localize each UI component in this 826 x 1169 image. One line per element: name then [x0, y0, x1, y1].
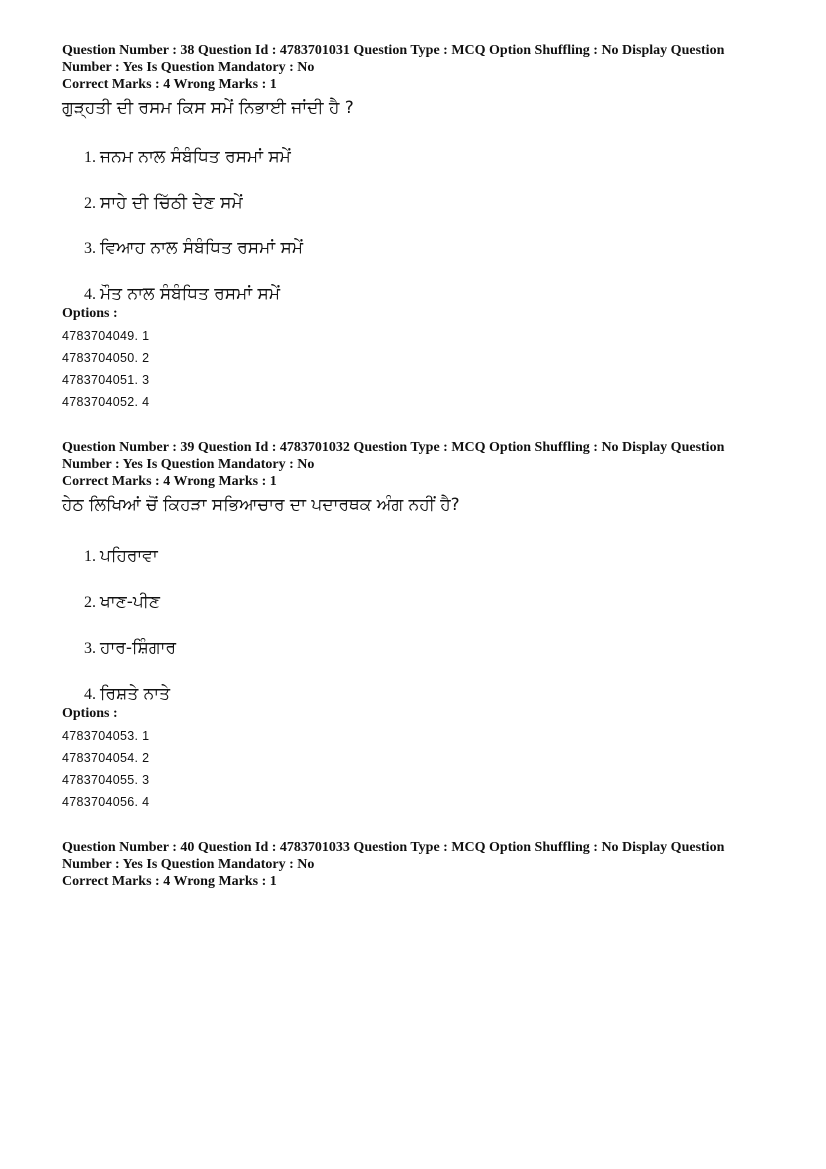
- choice-item: [84, 683, 170, 706]
- option-id: 4783704054. 2: [62, 751, 150, 765]
- question-block-38: [62, 42, 772, 119]
- question-meta: [62, 439, 772, 490]
- choice-text: ਜਨਮ ਨਾਲ ਸੰਬੰਧਿਤ ਰਸਮਾਂ ਸਮੇਂ: [100, 147, 291, 167]
- question-meta: [62, 42, 772, 93]
- choice-text: ਪਹਿਰਾਵਾ: [100, 546, 158, 566]
- question-meta: [62, 839, 772, 890]
- choice-item: [84, 591, 160, 614]
- question-meta-line-2: Number : Yes Is Question Mandatory : No: [62, 857, 315, 872]
- question-meta-line-2: Number : Yes Is Question Mandatory : No: [62, 60, 315, 75]
- question-marks-line: Correct Marks : 4 Wrong Marks : 1: [62, 474, 277, 489]
- choice-text: ਖਾਣ-ਪੀਣ: [100, 592, 160, 612]
- choice-item: [84, 146, 291, 169]
- question-meta-line-1: Question Number : 40 Question Id : 4783701033 Question Type : MCQ Option Shuffling : No Display Question: [62, 840, 725, 855]
- choice-text: ਮੌਤ ਨਾਲ ਸੰਬੰਧਿਤ ਰਸਮਾਂ ਸਮੇਂ: [100, 284, 281, 304]
- choice-number: 3.: [84, 240, 96, 257]
- question-marks-line: Correct Marks : 4 Wrong Marks : 1: [62, 77, 277, 92]
- options-heading: Options :: [62, 706, 118, 721]
- choice-text: ਹਾਰ-ਸ਼ਿੰਗਾਰ: [100, 638, 177, 658]
- option-id: 4783704049. 1: [62, 329, 150, 343]
- choice-item: [84, 283, 280, 306]
- choice-number: 4.: [84, 286, 96, 303]
- option-id: 4783704053. 1: [62, 729, 150, 743]
- option-id: 4783704050. 2: [62, 351, 150, 365]
- choice-number: 2.: [84, 195, 96, 212]
- question-meta-line-2: Number : Yes Is Question Mandatory : No: [62, 457, 315, 472]
- choice-item: [84, 237, 303, 260]
- option-id: 4783704052. 4: [62, 395, 150, 409]
- option-id: 4783704056. 4: [62, 795, 150, 809]
- choice-number: 2.: [84, 594, 96, 611]
- question-text: ਹੇਠ ਲਿਖਿਆਂ ਚੋਂ ਕਿਹੜਾ ਸਭਿਆਚਾਰ ਦਾ ਪਦਾਰਥਕ ਅੰਗ ਨਹੀਂ ਹੈ?: [62, 495, 460, 515]
- choice-item: [84, 545, 158, 568]
- option-id: 4783704051. 3: [62, 373, 150, 387]
- option-id: 4783704055. 3: [62, 773, 150, 787]
- choice-item: [84, 637, 176, 660]
- question-marks-line: Correct Marks : 4 Wrong Marks : 1: [62, 874, 277, 889]
- choice-number: 3.: [84, 640, 96, 657]
- choice-item: [84, 192, 243, 215]
- question-block-39: [62, 439, 772, 516]
- question-block-40: [62, 839, 772, 890]
- choice-text: ਰਿਸ਼ਤੇ ਨਾਤੇ: [100, 684, 170, 704]
- choice-text: ਵਿਆਹ ਨਾਲ ਸੰਬੰਧਿਤ ਰਸਮਾਂ ਸਮੇਂ: [100, 238, 304, 258]
- question-meta-line-1: Question Number : 39 Question Id : 4783701032 Question Type : MCQ Option Shuffling : No Display Question: [62, 440, 725, 455]
- choice-number: 1.: [84, 149, 96, 166]
- question-text: ਗੁੜ੍ਹਤੀ ਦੀ ਰਸਮ ਕਿਸ ਸਮੇਂ ਨਿਭਾਈ ਜਾਂਦੀ ਹੈ ?: [62, 98, 354, 118]
- choice-text: ਸਾਹੇ ਦੀ ਚਿੱਠੀ ਦੇਣ ਸਮੇਂ: [100, 193, 243, 213]
- options-heading: Options :: [62, 306, 118, 321]
- choice-number: 4.: [84, 686, 96, 703]
- question-meta-line-1: Question Number : 38 Question Id : 4783701031 Question Type : MCQ Option Shuffling : No Display Question: [62, 43, 725, 58]
- choice-number: 1.: [84, 548, 96, 565]
